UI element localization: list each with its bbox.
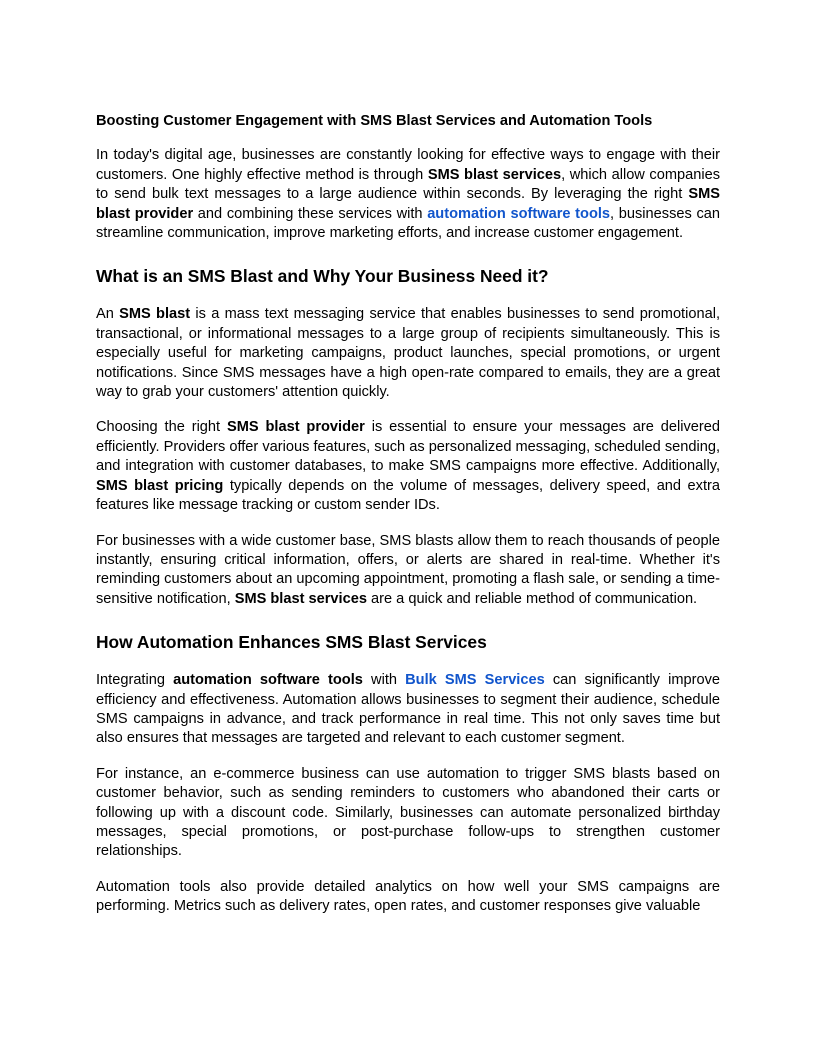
intro-text-1: In today's digital age, businesses are constantly looking for effective ways to engage with their customers. One highly effective method is through — [96, 147, 720, 183]
s1p2-bold-sms-blast-provider: SMS blast provider — [226, 419, 365, 436]
s1p2-bold-sms-blast-pricing: SMS blast pricing — [96, 477, 224, 494]
s1p1-text-1: An — [96, 306, 120, 323]
s1p1-bold-sms-blast: SMS blast — [119, 306, 191, 323]
intro-paragraph — [96, 146, 720, 243]
document-title: Boosting Customer Engagement with SMS Blast Services and Automation Tools — [96, 113, 653, 129]
intro-bold-sms-blast-provider: SMS blast provider — [96, 186, 720, 222]
section2-paragraph-3: Automation tools also provide detailed analytics on how well your SMS campaigns are performing. Metrics such as delivery rates, open rates, and customer responses give valuable — [96, 878, 720, 915]
document-page — [96, 112, 720, 933]
intro-text-2: , which allow companies to send bulk text messages to a large audience within seconds. By leveraging the right — [96, 166, 720, 203]
s2p1-text-1: Integrating — [96, 672, 174, 689]
s2p1-text-3: can significantly improve efficiency and effectiveness. Automation allows businesses to segment their audience, schedule SMS campaigns in advance, and track performance in real time. This not only saves time but also ensures that messages are targeted and relevant to each customer segment. — [96, 672, 720, 747]
intro-text-4: , businesses can streamline communication, improve marketing efforts, and increase customer engagement. — [96, 205, 720, 242]
s1p2-text-3: typically depends on the volume of messages, delivery speed, and extra features like message tracking or custom sender IDs. — [96, 477, 720, 514]
s2p1-bold-automation-software-tools: automation software tools — [173, 672, 363, 689]
intro-text-3: and combining these services with — [193, 205, 428, 222]
section2-paragraph-2: For instance, an e-commerce business can use automation to trigger SMS blasts based on customer behavior, such as sending reminders to customers who abandoned their carts or following up with a discount code. Similarly, businesses can automate personalized birthday messages, special promotions, or post-purchase follow-ups to strengthen customer relationships. — [96, 765, 720, 860]
s1p2-text-1: Choosing the right — [96, 419, 227, 436]
section1-paragraph-2 — [96, 418, 720, 515]
s1p1-text-2: is a mass text messaging service that enables businesses to send promotional, transactional, or informational messages to a large group of recipients simultaneously. This is especially useful for marketing campaigns, product launches, special promotions, or urgent notifications. Since SMS messages have a high open-rate compared to emails, they are a great way to grab your customers' attention quickly. — [96, 306, 720, 401]
s1p2-text-2: is essential to ensure your messages are delivered efficiently. Providers offer various features, such as personalized messaging, scheduled sending, and integration with customer databases, to make SMS campaigns more effective. Additionally, — [96, 419, 720, 475]
section-heading-what-is-sms-blast: What is an SMS Blast and Why Your Business Need it? — [96, 266, 549, 287]
section-heading-automation: How Automation Enhances SMS Blast Services — [96, 632, 487, 653]
s2p1-text-2: with — [362, 672, 406, 689]
s1p3-bold-sms-blast-services: SMS blast services — [234, 590, 367, 607]
section1-paragraph-3 — [96, 532, 720, 610]
section1-paragraph-1 — [96, 305, 720, 402]
s1p3-text-1: For businesses with a wide customer base, SMS blasts allow them to reach thousands of people instantly, ensuring critical information, offers, or alerts are shared in real-time. Whether it's reminding customers about an upcoming appointment, promoting a flash sale, or sending a time-sensitive notification, — [96, 532, 720, 607]
automation-software-tools-link[interactable]: automation software tools — [427, 205, 611, 222]
intro-bold-sms-blast-services: SMS blast services — [427, 166, 562, 183]
bulk-sms-services-link[interactable]: Bulk SMS Services — [405, 672, 545, 689]
section2-paragraph-1 — [96, 671, 720, 749]
s1p3-text-2: are a quick and reliable method of communication. — [366, 590, 698, 607]
